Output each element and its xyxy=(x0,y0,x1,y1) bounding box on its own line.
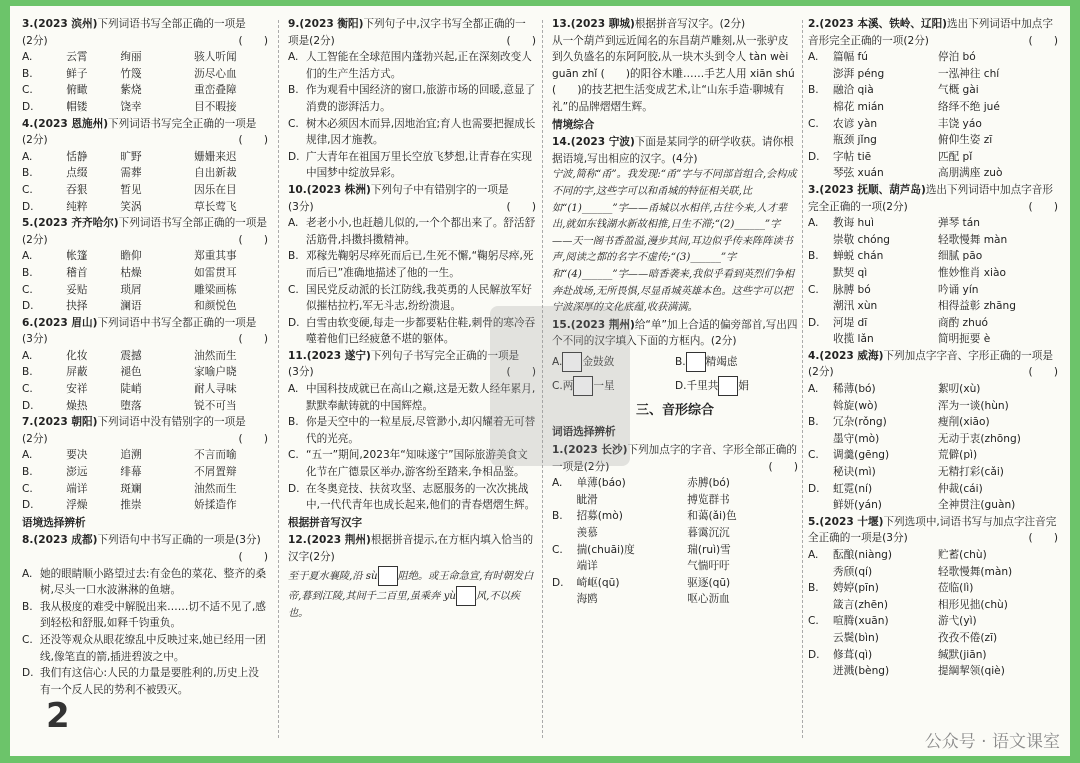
question-6-options: A. 化妆 震撼 油然而生 B. 屏蔽 褪色 家喻户晓 C. 安祥 陡峭 耐人寻味 D. 燥热 堕落 锐不可当 xyxy=(22,349,237,412)
question-9-stem: 9.(2023 衡阳)下列句子中,汉字书写全都正确的一项是(2分) ( ) xyxy=(288,18,536,47)
answer-box[interactable] xyxy=(378,566,398,586)
section-heading: 语境选择辨析 xyxy=(22,516,86,529)
question-7-stem: 7.(2023 朝阳)下列词语中没有错别字的一项是 xyxy=(22,416,246,429)
question-10-options: A. 老老小小,也赶趟儿似的,一个个都出来了。舒活舒活筋骨,抖擞抖擞精神。 B. 邓稼先鞠躬尽瘁死而后已,生死不懈,“鞠躬尽瘁,死而后已”准确地描述了他的一生。 C. 国民党反动派的长江防线,我英勇的人民解放军好似摧枯拉朽,军无斗志,纷纷溃退。 D. 白雪由软变硬,每走一步都要粘住鞋,刺骨的寒冷吞噬着他们已经疲惫不堪的躯体。 xyxy=(288,217,536,346)
question-11-stem: 11.(2023 遂宁)下列句子书写完全正确的一项是 xyxy=(288,349,520,362)
question-7-options: A. 要决 追溯 不言而喻 B. 澎远 绯幕 不屑置辩 C. 端详 斑斓 油然而生 D. 浮燥 推崇 娇揉造作 xyxy=(22,449,237,512)
question-5-options: A. 酝酿(niàng) 贮蓄(chù) 秀颀(qí) 轻歌慢舞(màn) B. 娉婷(pīn) 莅临(lì) 箴言(zhēn) 相形见拙(chù) C. 喧腾(xuān) 游弋(yì) 云鬓(bìn) 孜孜不倦(zī) D. 修葺(qì) 缄默(jiān) 迸溅(bèng) 提綱挈领(qiè) xyxy=(808,549,1013,678)
section-heading: 词语选择辨析 xyxy=(552,426,616,439)
exam-sheet xyxy=(10,6,1070,756)
question-11-options: A. 中国科技成就已在高山之巅,这是无数人经年累月,默默奉献铸就的中国辉煌。 B. 你是天空中的一粒星辰,尽管渺小,却闪耀着无可替代的光亮。 C. “五一”期间,2023年“知味遂宁”国际旅游美食文化节在广德景区举办,游客纷至踏来,争相品鉴。 D. 在冬奥竞技、扶贫攻坚、志愿服务的一次次挑战中,一代代青年也成长起来,他们的青春熠熠生辉。 xyxy=(288,383,536,512)
question-10-stem: 10.(2023 株洲)下列句子中有错别字的一项是 xyxy=(288,183,509,196)
question-15-stem: 15.(2023 荆州)给“单”加上合适的偏旁部首,写出四个不同的汉字填入下面的方框内。(2分) xyxy=(552,318,798,348)
question-15-options: A. 金鼓敛 B. 精竭虑 C.两 一星 D.千里共 娟 xyxy=(552,350,798,398)
question-1-stem: 1.(2023 长沙)下列加点字的字音、字形全部正确的一项是(2分) ( ) xyxy=(552,444,798,473)
column-divider xyxy=(278,20,279,738)
question-4-options: A. 稀薄(bó) 絮叨(xù) 斡旋(wò) 浑为一谈(hùn) B. 冗杂(rǒng) 瘦削(xiāo) 墨守(mò) 无动于衷(zhōng) C. 调羹(gēng) 荒僻(pì) 秘诀(mì) 无精打彩(cǎi) D. 虹霓(ní) 仲裁(cái) 鲜妍(yán) 全神贯注(guàn) xyxy=(808,383,1021,512)
question-13-passage: 从一个葫芦到远近闻名的东昌葫芦雕刻,从一张驴皮到久负盛名的东阿阿胶,从一块木头到令人 tàn wèi guān zhǐ ( )的阳谷木雕……手艺人用 xiān shú ( )的技艺把生活变成艺术,让“山东手造·聊城有礼”的品牌熠熠生辉。 xyxy=(552,34,795,113)
question-14-stem: 14.(2023 宁波)下面是某同学的研学收获。请你根据语境,写出相应的汉字。(4分) xyxy=(552,136,794,165)
question-4-stem: 4.(2023 威海)下列加点字字音、字形正确的一项是 xyxy=(808,349,1053,362)
question-9-options: A. 人工智能在全球范围内蓬勃兴起,正在深刻改变人们的生产生活方式。 B. 作为观看中国经济的窗口,旅游市场的回暖,意显了消费的澎湃活力。 C. 树木必须因木而异,因地治宜;育人也需要把握成长规律,因才施教。 D. 广大青年在祖国万里长空放飞梦想,让青春在实现中国梦中绽放异彩。 xyxy=(288,51,536,180)
question-13-stem: 13.(2023 聊城)根据拼音写汉字。(2分) xyxy=(552,18,746,30)
column-2: 9.(2023 衡阳)下列句子中,汉字书写全都正确的一项是(2分) ( ) A. 人工智能在全球范围内蓬勃兴起,正在深刻改变人们的生产生活方式。 B. 作为观看中国经济的窗口,旅游市场的回暖,意显了消费的澎湃活力。 C. 树木必须因木而异,因地治宜;育人也需要把握成长规律,因才施教。 D. 广大青年在祖国万里长空放飞梦想,让青春在实现中国梦中绽放异彩。 10.(2023 株洲)下列句子中有错别字的一项是 (3分) ( ) A. 老老小小,也赶趟儿似的,一个个都出来了。舒活舒活筋骨,抖擞抖擞精神。 B. 邓稼先鞠躬尽瘁死而后已,生死不懈,“鞠躬尽瘁,死而后已”准确地描述了他的一生。 C. 国民党反动派的长江防线,我英勇的人民解放军好似摧枯拉朽,军无斗志,纷纷溃退。 D. 白雪由软变硬,每走一步都要粘住鞋,刺骨的寒冷吞噬着他们已经疲惫不堪的躯体。 11.(2023 遂宁)下列句子书写完全正确的一项是 (3分) ( ) A. 中国科技成就已在高山之巅,这是无数人经年累月,默默奉献铸就的中国辉煌。 B. 你是天空中的一粒星辰,尽管渺小,却闪耀着无可替代的光亮。 C. “五一”期间,2023年“知味遂宁”国际旅游美食文化节在广德景区举办,游客纷至踏来,争相品鉴。 D. 在冬奥竞技、扶贫攻坚、志愿服务的一次次挑战中,一代代青年也成长起来,他们的青春熠熠生辉。 根据拼音写汉字 12.(2023 荆州)根据拼音提示,在方框内填入恰当的汉字(2分) 至于夏水襄陵,沿 sù 阻绝。或王命急宣,有时朝发白帝,暮到江陵,其间千二百里,虽乘奔 yù 风,不以疾也。 xyxy=(288,16,536,751)
question-5-stem: 5.(2023 齐齐哈尔)下列词语书写全部正确的一项是 xyxy=(22,217,267,230)
question-2-options: A. 篇幅 fú 停泊 bó 澎湃 péng 一泓神往 chí B. 融洽 qià 气概 gài 棉花 mián 络绎不绝 jué C. 农谚 yàn 丰饶 yáo 瓶颈 jǐng 俯仰生姿 zī D. 字帖 tiē 匹配 pǐ 琴弦 xuán 高朋满座 zuò xyxy=(808,51,1003,180)
answer-box[interactable] xyxy=(456,586,476,606)
question-3-stem: 3.(2023 滨州)下列词语书写全部正确的一项是 xyxy=(22,18,246,30)
question-3-options: A. 教诲 huì 弹琴 tán 崇敬 chóng 轻歌慢舞 màn B. 蝉蜕 chán 细腻 pāo 默契 qì 惟妙惟肖 xiào C. 脉膊 bó 吟诵 yín 潮汛 xùn 相得益彰 zhāng D. 河堤 dī 商酌 zhuó 收揽 lǎn 简明扼要 è xyxy=(808,217,1016,346)
section-heading: 情境综合 xyxy=(552,118,595,131)
question-6-stem: 6.(2023 眉山)下列词语中书写全都正确的一项是 xyxy=(22,316,257,329)
question-12-passage: 至于夏水襄陵,沿 sù 阻绝。或王命急宣,有时朝发白帝,暮到江陵,其间千二百里,虽乘奔 yù 风,不以疾也。 xyxy=(288,566,536,623)
question-8-stem: 8.(2023 成都)下列语句中书写正确的一项是(3分) xyxy=(22,534,261,547)
column-4: 2.(2023 本溪、铁岭、辽阳)选出下列词语中加点字音形完全正确的一项(2分) ( ) A. 篇幅 fú 停泊 bó 澎湃 péng 一泓神往 chí B. 融洽 qià 气概 gài 棉花 mián 络绎不绝 jué C. 农谚 yàn 丰饶 yáo 瓶颈 jǐng 俯仰生姿 zī D. 字帖 tiē 匹配 pǐ 琴弦 xuán 高朋满座 zuò 3.(2023 抚顺、葫芦岛)选出下列词语中加点字音形完全正确的一项(2分) ( ) A. 教诲 huì 弹琴 tán 崇敬 chóng 轻歌慢舞 màn B. 蝉蜕 chán 细腻 pāo 默契 qì 惟妙惟肖 xiào C. 脉膊 bó 吟诵 yín 潮汛 xùn 相得益彰 zhāng D. 河堤 dī 商酌 zhuó 收揽 lǎn 简明扼要 è 4.(2023 威海)下列加点字字音、字形正确的一项是 (2分) ( ) A. 稀薄(bó) 絮叨(xù) 斡旋(wò) 浑为一谈(hùn) B. 冗杂(rǒng) 瘦削(xiāo) 墨守(mò) 无动于衷(zhōng) C. 调羹(gēng) 荒僻(pì) 秘诀(mì) 无精打彩(cǎi) D. 虹霓(ní) 仲裁(cái) 鲜妍(yán) 全神贯注(guàn) 5.(2023 十堰)下列选项中,词语书写与加点字注音完全正确的一项是(3分) ( ) A. 酝酿(niàng) 贮蓄(chù) 秀颀(qí) 轻歌慢舞(màn) B. 娉婷(pīn) 莅临(lì) 箴言(zhēn) 相形见拙(chù) C. 喧腾(xuān) 游弋(yì) 云鬓(bìn) 孜孜不倦(zī) D. 修葺(qì) 缄默(jiān) 迸溅(bèng) 提綱挈领(qiè) xyxy=(808,16,1058,751)
answer-box[interactable] xyxy=(718,376,738,396)
question-2-stem: 2.(2023 本溪、铁岭、辽阳)选出下列词语中加点字音形完全正确的一项(2分) ( ) xyxy=(808,18,1058,47)
question-5-options: A. 帐篷 瞻仰 郑重其事 B. 稽首 枯燥 如雷贯耳 C. 妥贴 琐屑 雕梁画栋 D. 抉择 澜语 和颜悦色 xyxy=(22,250,237,313)
answer-box[interactable] xyxy=(686,352,706,372)
section-heading: 根据拼音写汉字 xyxy=(288,516,363,529)
question-3-stem: 3.(2023 抚顺、葫芦岛)选出下列词语中加点字音形完全正确的一项(2分) ( ) xyxy=(808,183,1058,213)
question-4-stem: 4.(2023 恩施州)下列词语书写完全正确的一项是 xyxy=(22,117,257,130)
column-divider xyxy=(802,20,803,738)
page-number: 2 xyxy=(46,696,70,736)
watermark: 公众号 · 语文课室 xyxy=(924,732,1060,752)
question-12-stem: 12.(2023 荆州)根据拼音提示,在方框内填入恰当的汉字(2分) xyxy=(288,534,534,563)
question-14-passage: 宁波,简称“甬”。我发现:“甬”字与不同部首组合,会构成不同的字,这些字可以和甬城的特征相关联,比如“(1)______”字——甬城以水相伴,古往今来,人才辈出,就如东钱湖水新故相推,日生不滞;“(2)______”字——天一阁书香盈溢,漫步其间,耳边似乎传来阵阵读书声,阅读之都的名字不虚传;“(3)______”字和“(4)______”字——暗香袭来,我似乎看到英烈们争相奔赴战场,无所畏惧,尽显甬城英雄本色。这些字可以把宁波深厚的文化底蕴,收获满满。 xyxy=(552,169,797,314)
question-4-options: A. 恬静 旷野 姗姗来迟 B. 点缀 需葬 自出新裁 C. 吞狠 暂见 因乐在目 D. 纯粹 笑涡 草长莺飞 xyxy=(22,150,237,213)
question-3-options: A. 云霄 绚丽 骇人听闻 B. 鲜子 竹篾 沥尽心血 C. 俯瞰 紫烧 重峦叠障 D. 帽镂 饶幸 目不暇接 xyxy=(22,51,237,113)
part-title: 三、音形综合 xyxy=(635,402,714,418)
scan-smudge xyxy=(490,306,630,466)
question-5-stem: 5.(2023 十堰)下列选项中,词语书写与加点字注音完全正确的一项是(3分) ( ) xyxy=(808,515,1058,545)
column-1: 3.(2023 滨州)下列词语书写全部正确的一项是 (2分) ( ) A. 云霄 绚丽 骇人听闻 B. 鲜子 竹篾 沥尽心血 C. 俯瞰 紫烧 重峦叠障 D. 帽镂 饶幸 目不暇接 4.(2023 恩施州)下列词语书写完全正确的一项是 (2分) ( ) A. 恬静 旷野 姗姗来迟 B. 点缀 需葬 自出新裁 C. 吞狠 暂见 因乐在目 D. 纯粹 笑涡 草长莺飞 5.(2023 齐齐哈尔)下列词语书写全部正确的一项是 (2分) ( ) A. 帐篷 瞻仰 郑重其事 B. 稽首 枯燥 如雷贯耳 C. 妥贴 琐屑 雕梁画栋 D. 抉择 澜语 和颜悦色 6.(2023 眉山)下列词语中书写全都正确的一项是 (3分) ( ) A. 化妆 震撼 油然而生 B. 屏蔽 褪色 家喻户晓 C. 安祥 陡峭 耐人寻味 D. 燥热 堕落 锐不可当 7.(2023 朝阳)下列词语中没有错别字的一项是 (2分) ( ) A. 要决 追溯 不言而喻 B. 澎远 绯幕 不屑置辩 C. 端详 斑斓 油然而生 D. 浮燥 推崇 娇揉造作 语境选择辨析 8.(2023 成都)下列语句中书写正确的一项是(3分) ( ) A. 她的眼睛顺小路望过去:有金色的菜花、整齐的桑树,尽头一口水波淋淋的鱼塘。 B. 我从极度的难受中解脱出来……切不适不见了,感到轻松和舒服,如释千钧重负。 C. 还没等观众从眼花缭乱中反映过来,她已经用一团线,像笔直的箭,插进碧波之中。 D. 我们有这信心:人民的力量是要胜利的,历史上没有一个反人民的势利不被毁灭。 xyxy=(22,16,268,751)
question-1-options: A. 单薄(báo) 赤膊(bó) 眦滑 搏览群书 B. 招募(mò) 和蔼(ǎi)色 羡慕 暮霭沉沉 C. 揣(chuāi)度 瑞(ruì)雪 端详 气惴吁吁 D. 崎岖(qū) 驱逐(qū) 海鸥 呕心沥血 xyxy=(552,477,737,606)
question-8-options: A. 她的眼睛顺小路望过去:有金色的菜花、整齐的桑树,尽头一口水波淋淋的鱼塘。 B. 我从极度的难受中解脱出来……切不适不见了,感到轻松和舒服,如释千钧重负。 C. 还没等观众从眼花缭乱中反映过来,她已经用一团线,像笔直的箭,插进碧波之中。 D. 我们有这信心:人民的力量是要胜利的,历史上没有一个反人民的势利不被毁灭。 xyxy=(22,567,267,696)
